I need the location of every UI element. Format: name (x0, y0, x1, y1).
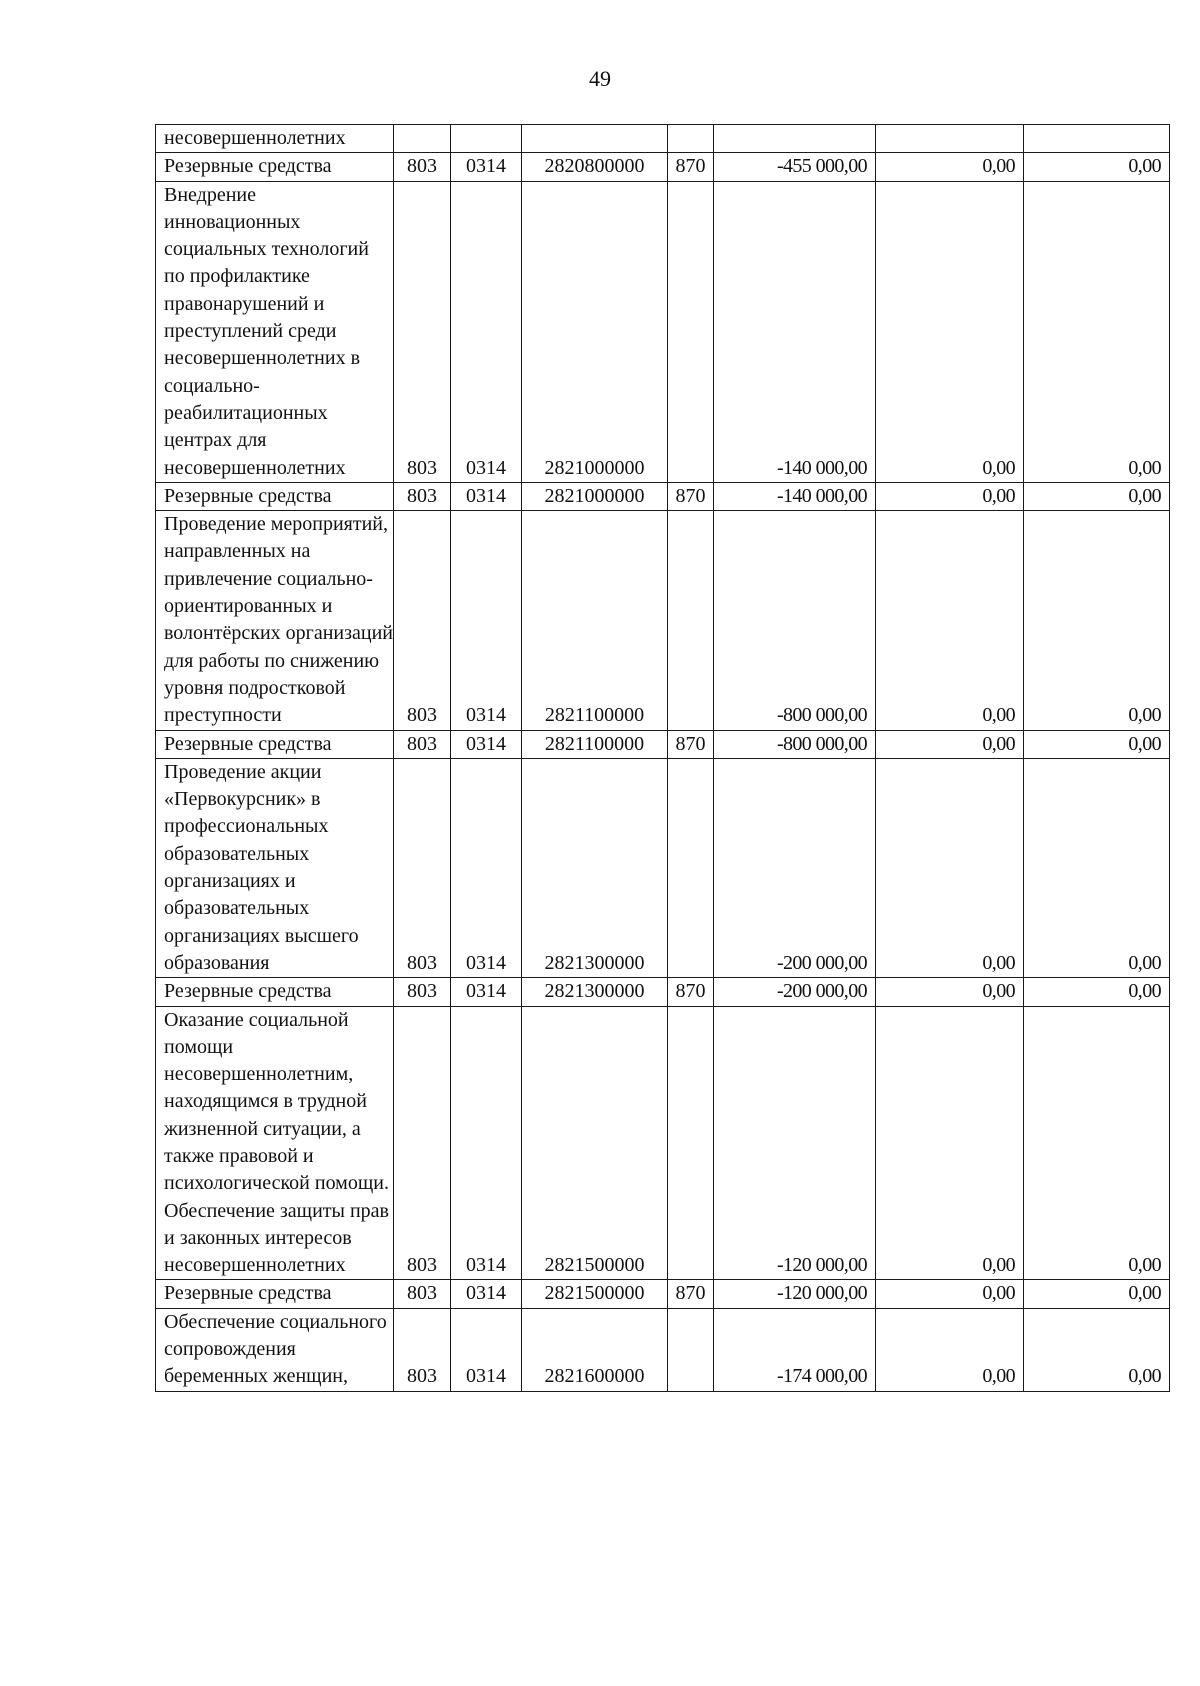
cell-expense-type: 870 (668, 1280, 714, 1308)
cell-section-code: 0314 (451, 153, 522, 181)
cell-amount-2: 0,00 (876, 482, 1024, 510)
cell-ministry-code: 803 (394, 1006, 451, 1280)
cell-expense-type: 870 (668, 730, 714, 758)
cell-ministry-code: 803 (394, 1308, 451, 1391)
cell-target-code: 2821100000 (522, 511, 668, 730)
table-row (156, 125, 1170, 153)
cell-ministry-code: 803 (394, 153, 451, 181)
table-row (156, 758, 1170, 977)
cell-expense-type: 870 (668, 482, 714, 510)
cell-target-code: 2821000000 (522, 181, 668, 482)
cell-amount-2: 0,00 (876, 1006, 1024, 1280)
cell-target-code: 2821300000 (522, 978, 668, 1006)
cell-amount-3: 0,00 (1024, 1280, 1170, 1308)
cell-amount-2: 0,00 (876, 153, 1024, 181)
row-name: Внедрение инновационных социальных технологий по профилактике правонарушений и преступлений среди несовершеннолетних в социально-реабилитационных центрах для несовершеннолетних (156, 181, 394, 482)
table-row (156, 1308, 1170, 1391)
cell-ministry-code: 803 (394, 978, 451, 1006)
table-row (156, 978, 1170, 1006)
cell-expense-type (668, 1006, 714, 1280)
cell-ministry-code (394, 125, 451, 153)
cell-section-code: 0314 (451, 1280, 522, 1308)
cell-expense-type (668, 125, 714, 153)
table-row (156, 153, 1170, 181)
cell-amount-1: -800 000,00 (714, 730, 876, 758)
cell-amount-1: -120 000,00 (714, 1006, 876, 1280)
cell-ministry-code: 803 (394, 1280, 451, 1308)
cell-target-code: 2821300000 (522, 758, 668, 977)
cell-target-code: 2820800000 (522, 153, 668, 181)
cell-amount-3: 0,00 (1024, 1006, 1170, 1280)
row-name: Резервные средства (156, 482, 394, 510)
cell-amount-3: 0,00 (1024, 978, 1170, 1006)
table-row (156, 730, 1170, 758)
cell-section-code: 0314 (451, 730, 522, 758)
row-name: Резервные средства (156, 1280, 394, 1308)
cell-amount-1: -140 000,00 (714, 482, 876, 510)
cell-expense-type: 870 (668, 153, 714, 181)
cell-target-code: 2821000000 (522, 482, 668, 510)
cell-amount-1: -140 000,00 (714, 181, 876, 482)
cell-target-code: 2821500000 (522, 1280, 668, 1308)
cell-amount-2 (876, 125, 1024, 153)
cell-amount-2: 0,00 (876, 758, 1024, 977)
row-name: Обеспечение социального сопровождения беременных женщин, (156, 1308, 394, 1391)
cell-amount-2: 0,00 (876, 730, 1024, 758)
cell-ministry-code: 803 (394, 730, 451, 758)
cell-amount-3: 0,00 (1024, 153, 1170, 181)
cell-amount-2: 0,00 (876, 181, 1024, 482)
cell-expense-type (668, 511, 714, 730)
table-row (156, 1006, 1170, 1280)
cell-expense-type (668, 1308, 714, 1391)
cell-amount-2: 0,00 (876, 1308, 1024, 1391)
table-row (156, 1280, 1170, 1308)
cell-amount-1: -800 000,00 (714, 511, 876, 730)
row-name: Резервные средства (156, 153, 394, 181)
budget-table (155, 124, 1170, 1392)
cell-section-code: 0314 (451, 1006, 522, 1280)
cell-section-code: 0314 (451, 978, 522, 1006)
cell-target-code: 2821500000 (522, 1006, 668, 1280)
page-number: 49 (589, 66, 611, 91)
cell-expense-type (668, 181, 714, 482)
table-row (156, 181, 1170, 482)
cell-section-code (451, 125, 522, 153)
cell-amount-1: -200 000,00 (714, 978, 876, 1006)
cell-expense-type: 870 (668, 978, 714, 1006)
cell-section-code: 0314 (451, 1308, 522, 1391)
cell-section-code: 0314 (451, 758, 522, 977)
cell-amount-3: 0,00 (1024, 758, 1170, 977)
cell-target-code: 2821600000 (522, 1308, 668, 1391)
table-row (156, 511, 1170, 730)
cell-ministry-code: 803 (394, 482, 451, 510)
cell-amount-3: 0,00 (1024, 181, 1170, 482)
cell-section-code: 0314 (451, 511, 522, 730)
cell-amount-3: 0,00 (1024, 511, 1170, 730)
cell-amount-1: -174 000,00 (714, 1308, 876, 1391)
cell-amount-3: 0,00 (1024, 730, 1170, 758)
cell-ministry-code: 803 (394, 181, 451, 482)
cell-expense-type (668, 758, 714, 977)
row-name: Проведение акции «Первокурсник» в профессиональных образовательных организациях и образовательных организациях высшего образования (156, 758, 394, 977)
cell-amount-1: -455 000,00 (714, 153, 876, 181)
row-name: Оказание социальной помощи несовершеннолетним, находящимся в трудной жизненной ситуации, а также правовой и психологической помощи. Обеспечение защиты прав и законных интересов несовершеннолетних (156, 1006, 394, 1280)
cell-target-code: 2821100000 (522, 730, 668, 758)
row-name: Проведение мероприятий, направленных на привлечение социально-ориентированных и волонтёрских организаций для работы по снижению уровня подростковой преступности (156, 511, 394, 730)
cell-amount-2: 0,00 (876, 511, 1024, 730)
cell-amount-2: 0,00 (876, 1280, 1024, 1308)
cell-amount-2: 0,00 (876, 978, 1024, 1006)
cell-ministry-code: 803 (394, 511, 451, 730)
cell-section-code: 0314 (451, 181, 522, 482)
row-name: Резервные средства (156, 730, 394, 758)
row-name: Резервные средства (156, 978, 394, 1006)
cell-amount-3 (1024, 125, 1170, 153)
cell-amount-1: -200 000,00 (714, 758, 876, 977)
row-name: несовершеннолетних (156, 125, 394, 153)
table-row (156, 482, 1170, 510)
cell-ministry-code: 803 (394, 758, 451, 977)
cell-amount-3: 0,00 (1024, 1308, 1170, 1391)
cell-amount-3: 0,00 (1024, 482, 1170, 510)
cell-target-code (522, 125, 668, 153)
cell-section-code: 0314 (451, 482, 522, 510)
cell-amount-1: -120 000,00 (714, 1280, 876, 1308)
cell-amount-1 (714, 125, 876, 153)
